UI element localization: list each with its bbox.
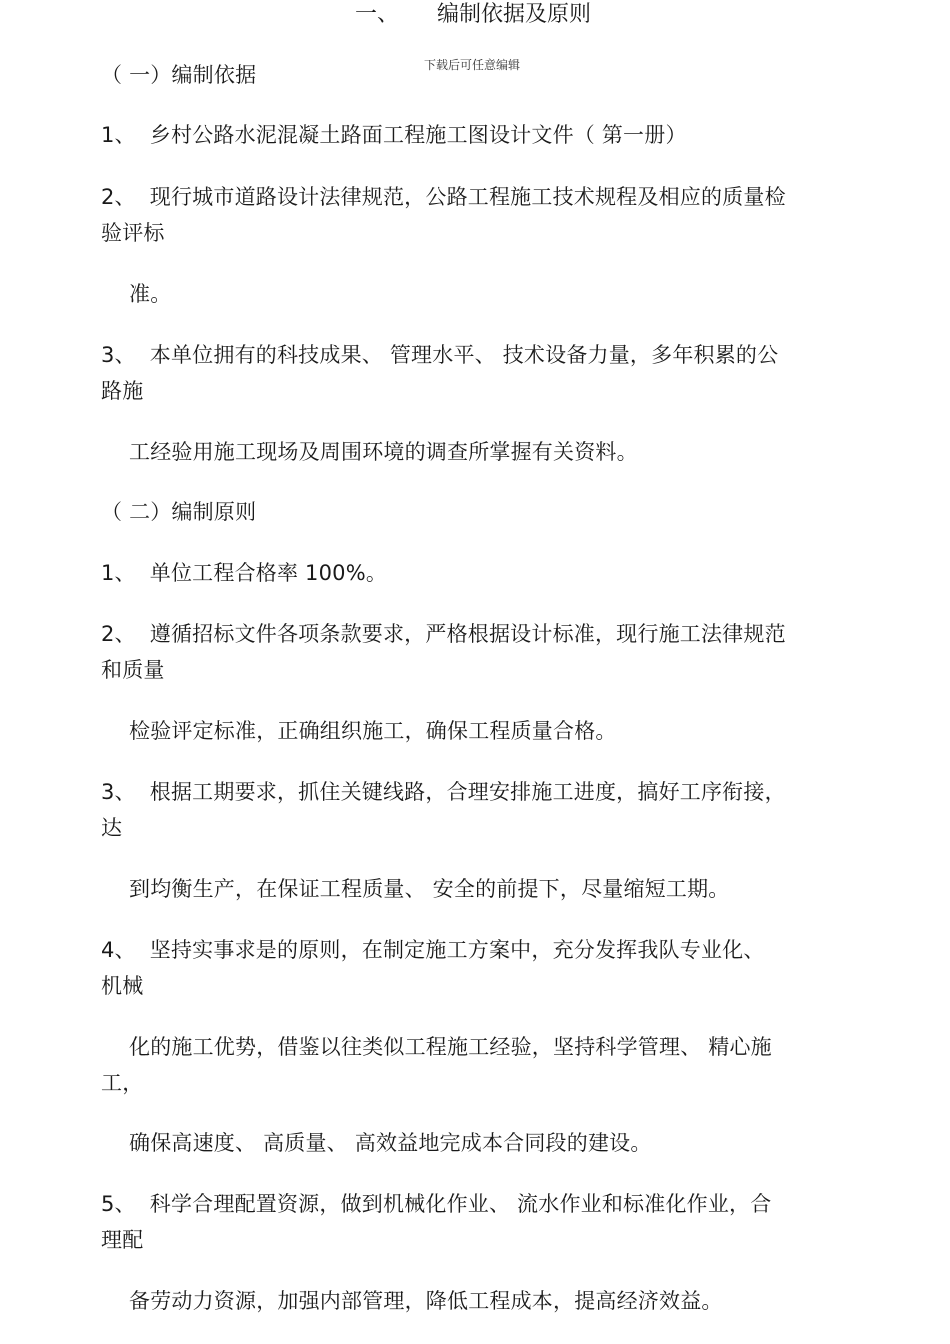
principle-item-5: 5、 科学合理配置资源，做到机械化作业、 流水作业和标准化作业，合 (101, 1192, 772, 1216)
principle-item-2-cont: 检验评定标准，正确组织施工，确保工程质量合格。 (129, 719, 617, 743)
principle-item-3-cont: 到均衡生产，在保证工程质量、 安全的前提下，尽量缩短工期。 (129, 877, 730, 901)
section-title-basis: （ 一）编制依据 (101, 63, 257, 87)
principle-item-5-wrap: 理配 (101, 1228, 144, 1252)
principle-item-4-cont: 化的施工优势，借鉴以往类似工程施工经验，坚持科学管理、 精心施 (129, 1035, 772, 1059)
section-title-principles: （ 二）编制原则 (101, 500, 257, 524)
principle-item-4-cont-2: 确保高速度、 高质量、 高效益地完成本合同段的建设。 (129, 1131, 652, 1155)
basis-item-2: 2、 现行城市道路设计法律规范，公路工程施工技术规程及相应的质量检 (101, 185, 786, 209)
heading-number: 一、 (355, 2, 400, 27)
principle-item-5-cont: 备劳动力资源，加强内部管理，降低工程成本，提高经济效益。 (129, 1289, 723, 1313)
basis-item-3-cont: 工经验用施工现场及周围环境的调查所掌握有关资料。 (129, 440, 638, 464)
basis-item-3-wrap: 路施 (101, 379, 144, 403)
principle-item-1: 1、 单位工程合格率 100%。 (101, 561, 388, 585)
basis-item-1: 1、 乡村公路水泥混凝土路面工程施工图设计文件（ 第一册） (101, 123, 687, 147)
heading-text: 编制依据及原则 (437, 2, 592, 27)
principle-item-3: 3、 根据工期要求，抓住关键线路，合理安排施工进度，搞好工序衔接， (101, 780, 786, 804)
principle-item-3-wrap: 达 (101, 816, 123, 840)
principle-item-4-wrap: 机械 (101, 974, 144, 998)
page-title (355, 0, 591, 32)
basis-item-2-wrap: 验评标 (101, 221, 165, 245)
principle-item-2-wrap: 和质量 (101, 658, 165, 682)
principle-item-4-wrap-2: 工， (101, 1071, 144, 1095)
watermark-text: 下载后可任意编辑 (424, 58, 521, 72)
principle-item-2: 2、 遵循招标文件各项条款要求，严格根据设计标准，现行施工法律规范 (101, 622, 786, 646)
principle-item-4: 4、 坚持实事求是的原则，在制定施工方案中，充分发挥我队专业化、 (101, 938, 765, 962)
basis-item-2-cont: 准。 (129, 282, 172, 306)
basis-item-3: 3、 本单位拥有的科技成果、 管理水平、 技术设备力量，多年积累的公 (101, 343, 779, 367)
